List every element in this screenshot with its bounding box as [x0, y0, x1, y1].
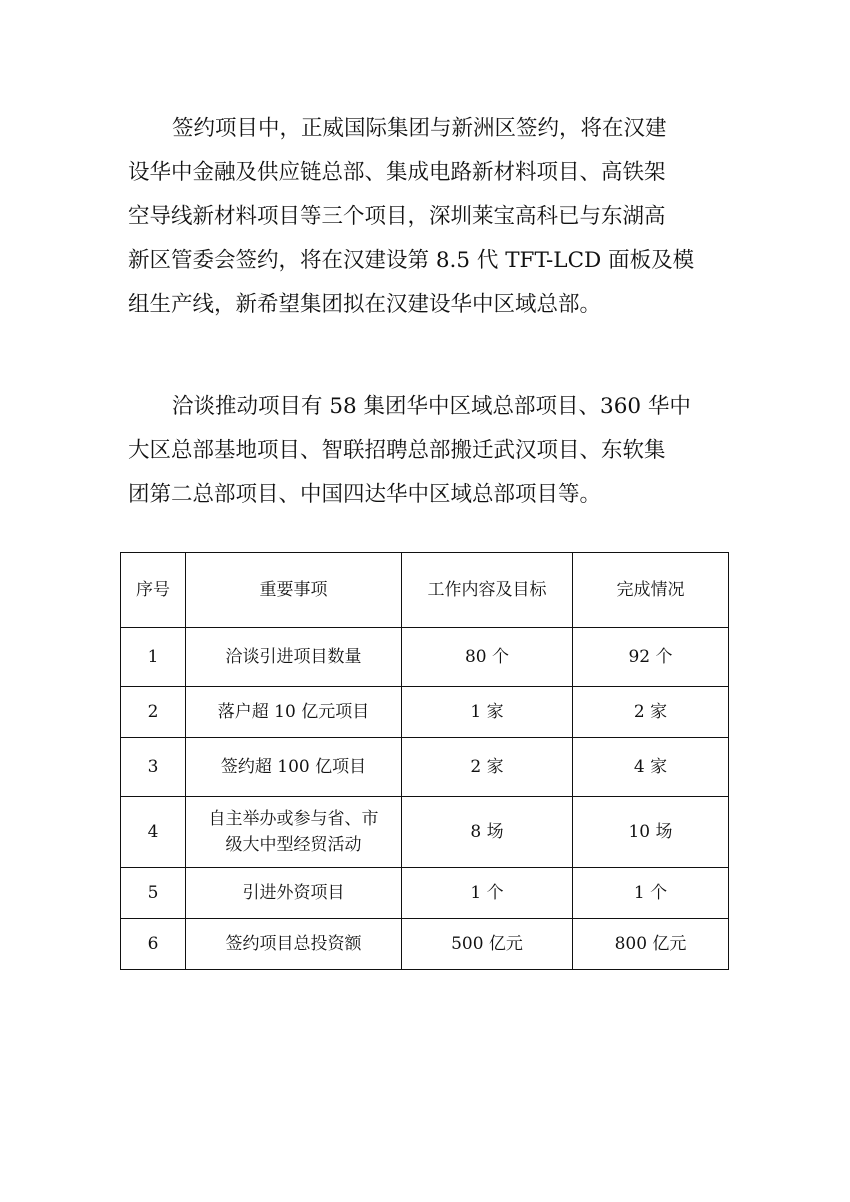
cell-status: 10 场: [573, 797, 729, 868]
cell-target: 500 亿元: [402, 919, 573, 970]
cell-status: 2 家: [573, 687, 729, 738]
cell-serial: 6: [121, 919, 186, 970]
table-row: [121, 628, 729, 687]
table-row: [121, 738, 729, 797]
table-row: [121, 797, 729, 868]
text-line: 组生产线，新希望集团拟在汉建设华中区域总部。: [128, 292, 602, 317]
text-line: 新区管委会签约，将在汉建设第 8.5 代 TFT-LCD 面板及模: [128, 248, 695, 273]
cell-item: 洽谈引进项目数量: [186, 628, 402, 687]
text-line: 大区总部基地项目、智联招聘总部搬迁武汉项目、东软集: [128, 438, 666, 463]
text-line: 设华中金融及供应链总部、集成电路新材料项目、高铁架: [128, 160, 666, 185]
cell-serial: 5: [121, 868, 186, 919]
cell-status: 800 亿元: [573, 919, 729, 970]
cell-target: 8 场: [402, 797, 573, 868]
cell-status: 4 家: [573, 738, 729, 797]
text-line: 签约项目中，正威国际集团与新洲区签约，将在汉建: [172, 116, 667, 141]
cell-target: 1 家: [402, 687, 573, 738]
cell-status: 92 个: [573, 628, 729, 687]
cell-item: 签约超 100 亿项目: [186, 738, 402, 797]
text-line: 空导线新材料项目等三个项目，深圳莱宝高科已与东湖高: [128, 204, 666, 229]
cell-item: 引进外资项目: [186, 868, 402, 919]
cell-target: 2 家: [402, 738, 573, 797]
cell-serial: 1: [121, 628, 186, 687]
table-header-row: [121, 553, 729, 628]
cell-status: 1 个: [573, 868, 729, 919]
header-cell-status: 完成情况: [573, 553, 729, 628]
cell-item: 落户超 10 亿元项目: [186, 687, 402, 738]
cell-target: 80 个: [402, 628, 573, 687]
key-items-table: [120, 552, 729, 970]
paragraph-negotiation-projects: [128, 385, 722, 517]
cell-serial: 4: [121, 797, 186, 868]
table-row: [121, 919, 729, 970]
table-row: [121, 687, 729, 738]
cell-serial: 2: [121, 687, 186, 738]
paragraph-signed-projects: [128, 107, 722, 327]
header-cell-serial: 序号: [121, 553, 186, 628]
text-line: 团第二总部项目、中国四达华中区域总部项目等。: [128, 482, 602, 507]
text-line: 洽谈推动项目有 58 集团华中区域总部项目、360 华中: [172, 394, 691, 419]
table-row: [121, 868, 729, 919]
cell-item: [186, 797, 402, 868]
cell-item: 签约项目总投资额: [186, 919, 402, 970]
cell-item-text: 自主举办或参与省、市 级大中型经贸活动: [208, 809, 379, 855]
header-cell-item: 重要事项: [186, 553, 402, 628]
cell-target: 1 个: [402, 868, 573, 919]
cell-serial: 3: [121, 738, 186, 797]
header-cell-target: 工作内容及目标: [402, 553, 573, 628]
